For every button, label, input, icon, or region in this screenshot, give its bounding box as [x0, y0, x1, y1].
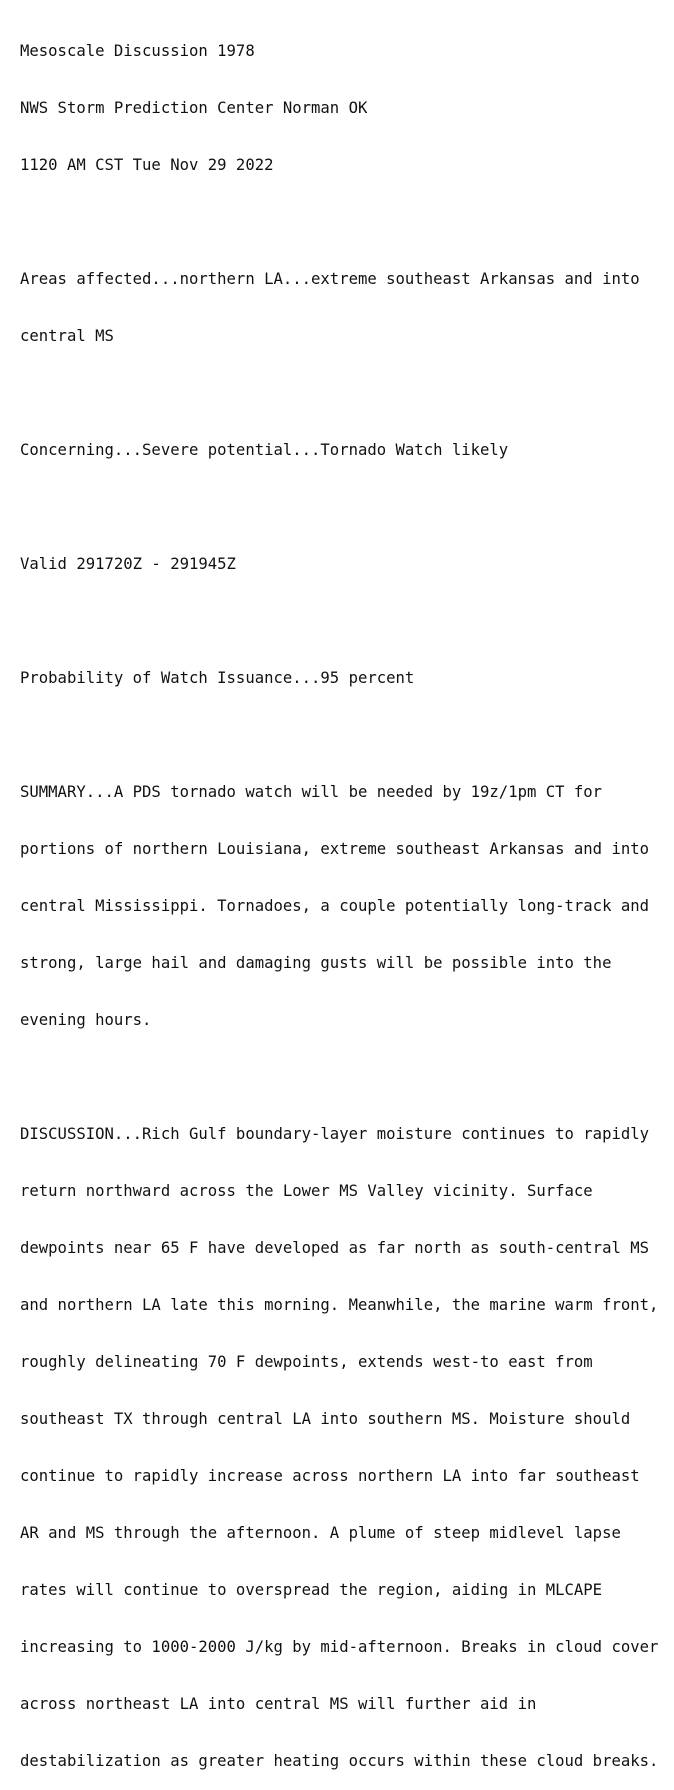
- issuing-office: NWS Storm Prediction Center Norman OK: [20, 99, 368, 117]
- concerning-line: Concerning...Severe potential...Tornado Watch likely: [20, 441, 509, 459]
- summary-line: evening hours.: [20, 1011, 152, 1029]
- discussion-line: rates will continue to overspread the region, aiding in MLCAPE: [20, 1581, 603, 1599]
- discussion-line: dewpoints near 65 F have developed as far north as south-central MS: [20, 1239, 650, 1257]
- discussion-line: destabilization as greater heating occurs within these cloud breaks.: [20, 1752, 659, 1770]
- discussion-line: roughly delineating 70 F dewpoints, extends west-to east from: [20, 1353, 593, 1371]
- discussion-line: continue to rapidly increase across northern LA into far southeast: [20, 1467, 640, 1485]
- summary-line: strong, large hail and damaging gusts will be possible into the: [20, 954, 612, 972]
- blank-line: [20, 213, 674, 232]
- blank-line: [20, 726, 674, 745]
- discussion-line: increasing to 1000-2000 J/kg by mid-afternoon. Breaks in cloud cover: [20, 1638, 659, 1656]
- discussion-line: southeast TX through central LA into southern MS. Moisture should: [20, 1410, 631, 1428]
- discussion-line: and northern LA late this morning. Meanwhile, the marine warm front,: [20, 1296, 659, 1314]
- valid-time-line: Valid 291720Z - 291945Z: [20, 555, 236, 573]
- probability-line: Probability of Watch Issuance...95 percent: [20, 669, 415, 687]
- discussion-line: DISCUSSION...Rich Gulf boundary-layer moisture continues to rapidly: [20, 1125, 650, 1143]
- areas-affected-line: central MS: [20, 327, 114, 345]
- summary-line: portions of northern Louisiana, extreme southeast Arkansas and into: [20, 840, 650, 858]
- blank-line: [20, 384, 674, 403]
- areas-affected-line: Areas affected...northern LA...extreme southeast Arkansas and into: [20, 270, 640, 288]
- blank-line: [20, 498, 674, 517]
- discussion-line: return northward across the Lower MS Valley vicinity. Surface: [20, 1182, 593, 1200]
- summary-line: SUMMARY...A PDS tornado watch will be needed by 19z/1pm CT for: [20, 783, 603, 801]
- discussion-line: AR and MS through the afternoon. A plume of steep midlevel lapse: [20, 1524, 621, 1542]
- issue-time: 1120 AM CST Tue Nov 29 2022: [20, 156, 274, 174]
- blank-line: [20, 1068, 674, 1087]
- discussion-line: across northeast LA into central MS will further aid in: [20, 1695, 537, 1713]
- discussion-title: Mesoscale Discussion 1978: [20, 42, 255, 60]
- summary-line: central Mississippi. Tornadoes, a couple potentially long-track and: [20, 897, 650, 915]
- blank-line: [20, 612, 674, 631]
